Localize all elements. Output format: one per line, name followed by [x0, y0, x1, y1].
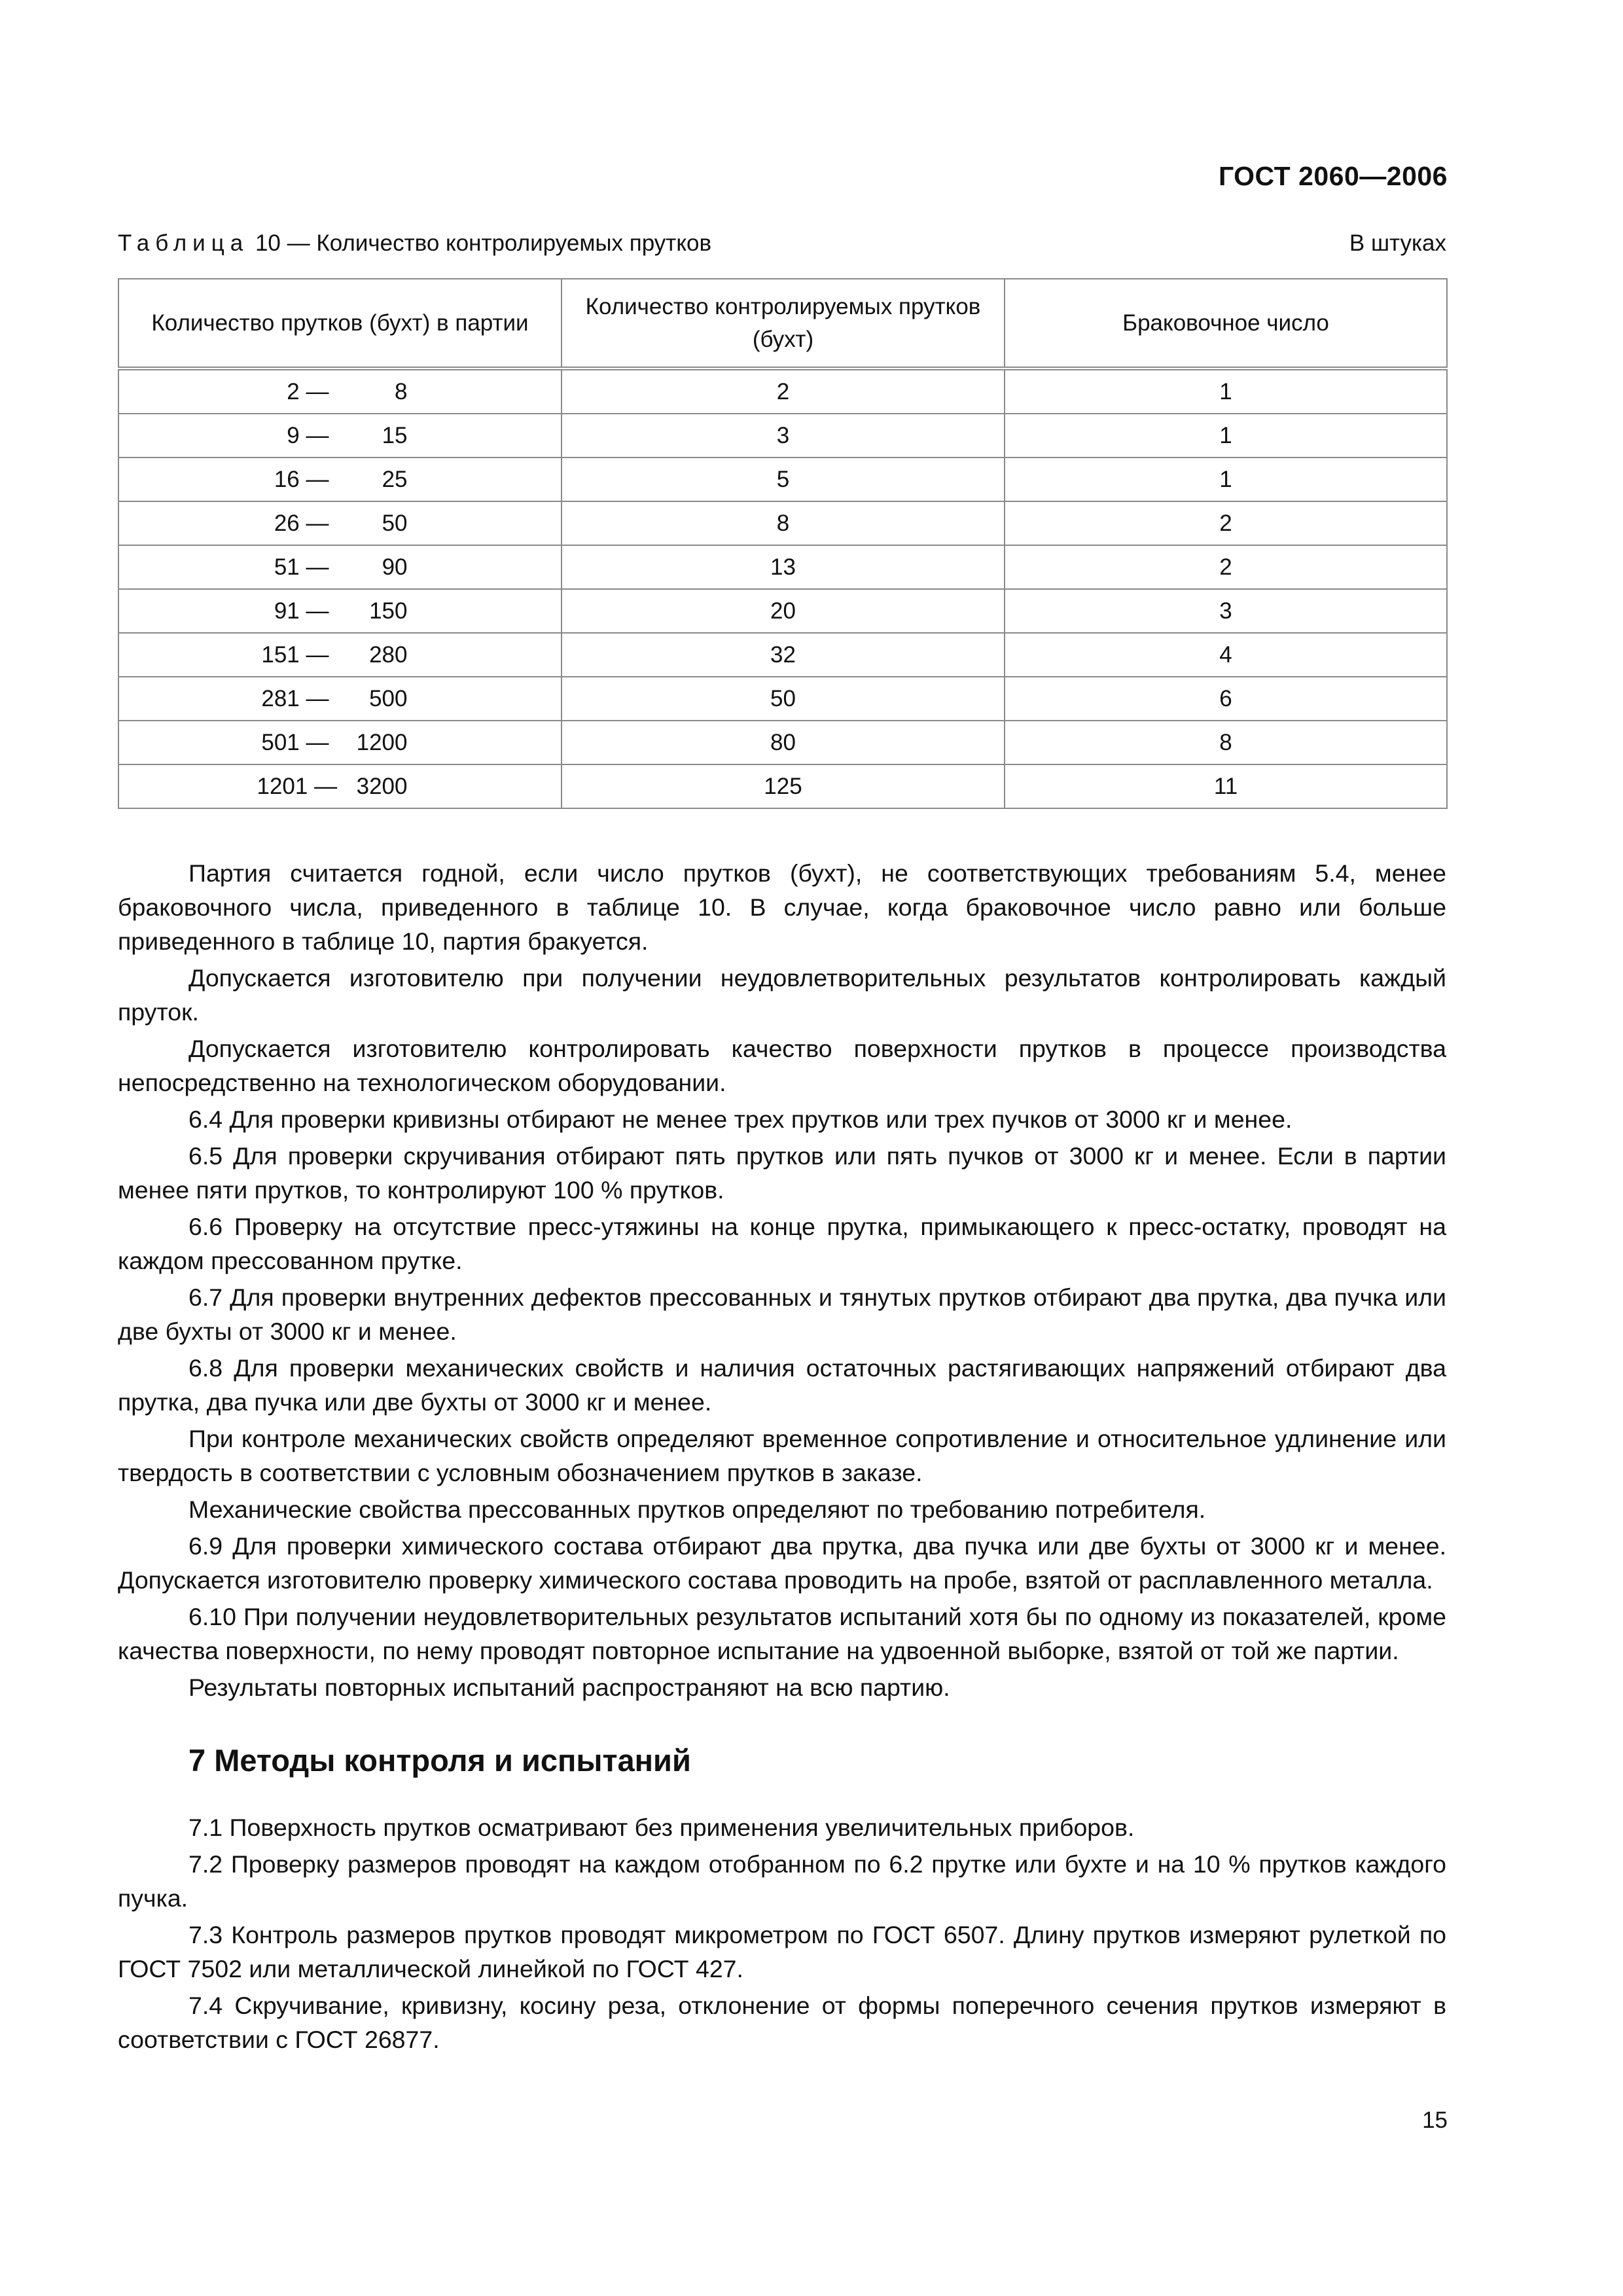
range-from: 51 —: [274, 554, 329, 580]
range-from: 16 —: [274, 466, 329, 492]
paragraph: 6.9 Для проверки химического состава отбирают два прутка, два пучка или две бухты от 3000 кг и менее. Допускается изготовителю проверку химического состава проводить на пробе, взятой от расплавленного металла.: [118, 1532, 1446, 1594]
paragraph: 6.5 Для проверки скручивания отбирают пять прутков или пять пучков от 3000 кг и менее. Если в партии менее пяти прутков, то контролируют 100 % прутков.: [118, 1142, 1446, 1204]
range-to: 15: [382, 422, 408, 448]
range-to: 280: [369, 641, 408, 668]
cell-controlled-count: 8: [562, 501, 1005, 545]
range-from: 501 —: [261, 729, 329, 755]
cell-reject-number: 1: [1005, 457, 1447, 501]
page-number: 15: [1422, 2108, 1448, 2133]
table-row: [118, 721, 1447, 764]
range-to: 50: [382, 510, 408, 536]
batch-size-range: [257, 774, 423, 800]
batch-size-range: [257, 554, 423, 581]
column-header-reject-number: Браковочное число: [1005, 279, 1447, 368]
range-from: 1201 —: [257, 773, 338, 799]
paragraph: 6.4 Для проверки кривизны отбирают не менее трех прутков или трех пучков от 3000 кг и менее.: [188, 1105, 1293, 1133]
cell-controlled-count: 13: [562, 545, 1005, 589]
batch-size-range: [257, 598, 423, 624]
paragraph: 6.7 Для проверки внутренних дефектов прессованных и тянутых прутков отбирают два прутка, два пучка или две бухты от 3000 кг и менее.: [118, 1283, 1446, 1345]
cell-reject-number: 4: [1005, 633, 1447, 677]
table-row: [118, 633, 1447, 677]
section-heading: 7 Методы контроля и испытаний: [188, 1743, 691, 1778]
paragraph: Партия считается годной, если число прутков (бухт), не соответствующих требованиям 5.4, менее браковочного числа, приведенного в таблице 10. В случае, когда браковочное число равно или больше приведенного в таблице 10, партия бракуется.: [118, 859, 1446, 955]
batch-size-range: [257, 686, 423, 712]
cell-controlled-count: 80: [562, 721, 1005, 764]
cell-batch-size: [118, 414, 562, 457]
table-row: [118, 457, 1447, 501]
cell-reject-number: 8: [1005, 721, 1447, 764]
batch-size-range: [257, 730, 423, 756]
batch-size-range: [257, 379, 423, 405]
table-row: [118, 414, 1447, 457]
paragraph: 6.6 Проверку на отсутствие пресс-утяжины на конце прутка, примыкающего к пресс-остатку, проводят на каждом прессованном прутке.: [118, 1213, 1446, 1274]
cell-reject-number: 6: [1005, 677, 1447, 721]
range-to: 3200: [356, 773, 408, 799]
column-header-batch-size: Количество прутков (бухт) в партии: [118, 279, 562, 368]
range-from: 26 —: [274, 510, 329, 536]
range-from: 91 —: [274, 598, 329, 624]
paragraph: Результаты повторных испытаний распространяют на всю партию.: [188, 1674, 950, 1701]
document-code: ГОСТ 2060—2006: [1218, 161, 1448, 191]
cell-batch-size: [118, 633, 562, 677]
cell-batch-size: [118, 545, 562, 589]
table-unit-note: В штуках: [1349, 230, 1446, 256]
paragraph: Механические свойства прессованных прутков определяют по требованию потребителя.: [188, 1496, 1206, 1523]
paragraph: 7.2 Проверку размеров проводят на каждом отобранном по 6.2 прутке или бухте и на 10 % прутков каждого пучка.: [118, 1850, 1446, 1912]
table-row: [118, 368, 1447, 414]
cell-reject-number: 3: [1005, 589, 1447, 633]
table-row: [118, 589, 1447, 633]
cell-controlled-count: 3: [562, 414, 1005, 457]
cell-batch-size: [118, 764, 562, 808]
cell-controlled-count: 20: [562, 589, 1005, 633]
cell-reject-number: 2: [1005, 501, 1447, 545]
range-to: 90: [382, 554, 408, 580]
cell-reject-number: 1: [1005, 368, 1447, 414]
batch-size-range: [257, 642, 423, 668]
range-to: 1200: [356, 729, 408, 755]
sampling-table: [118, 278, 1446, 809]
column-header-controlled-count: Количество контролируемых прутков (бухт): [562, 279, 1005, 368]
cell-controlled-count: 125: [562, 764, 1005, 808]
paragraph: 7.4 Скручивание, кривизну, косину реза, отклонение от формы поперечного сечения прутков измеряют в соответствии с ГОСТ 26877.: [118, 1992, 1446, 2053]
cell-reject-number: 2: [1005, 545, 1447, 589]
range-to: 500: [369, 685, 408, 711]
range-to: 150: [369, 598, 408, 624]
paragraph: 6.10 При получении неудовлетворительных результатов испытаний хотя бы по одному из показателей, кроме качества поверхности, по нему проводят повторное испытание на удвоенной выборке, взятой от той же партии.: [118, 1603, 1446, 1664]
cell-batch-size: [118, 589, 562, 633]
table-caption-text: 10 — Количество контролируемых прутков: [249, 230, 712, 256]
cell-controlled-count: 2: [562, 368, 1005, 414]
cell-batch-size: [118, 721, 562, 764]
range-to: 8: [395, 378, 408, 404]
table-caption-label: Таблица: [118, 230, 249, 256]
paragraph: 7.3 Контроль размеров прутков проводят микрометром по ГОСТ 6507. Длину прутков измеряют рулеткой по ГОСТ 7502 или металлической линейкой по ГОСТ 427.: [118, 1921, 1446, 1982]
paragraph: При контроле механических свойств определяют временное сопротивление и относительное удлинение или твердость в соответствии с условным обозначением прутков в заказе.: [118, 1425, 1446, 1486]
range-from: 281 —: [261, 685, 329, 711]
cell-batch-size: [118, 501, 562, 545]
cell-batch-size: [118, 457, 562, 501]
table-title: [118, 230, 711, 257]
range-to: 25: [382, 466, 408, 492]
batch-size-range: [257, 467, 423, 493]
range-from: 9 —: [287, 422, 329, 448]
table-row: [118, 501, 1447, 545]
cell-reject-number: 11: [1005, 764, 1447, 808]
cell-controlled-count: 5: [562, 457, 1005, 501]
cell-batch-size: [118, 368, 562, 414]
paragraph: Допускается изготовителю при получении неудовлетворительных результатов контролировать каждый пруток.: [118, 964, 1446, 1026]
cell-controlled-count: 50: [562, 677, 1005, 721]
table-header-row: [118, 279, 1447, 368]
paragraph: Допускается изготовителю контролировать качество поверхности прутков в процессе производства непосредственно на технологическом оборудовании.: [118, 1035, 1446, 1096]
table-caption: [118, 230, 1446, 257]
body-text: [118, 856, 1446, 2059]
cell-controlled-count: 32: [562, 633, 1005, 677]
table-row: [118, 764, 1447, 808]
cell-batch-size: [118, 677, 562, 721]
paragraph: 6.8 Для проверки механических свойств и наличия остаточных растягивающих напряжений отбирают два прутка, два пучка или две бухты от 3000 кг и менее.: [118, 1354, 1446, 1416]
batch-size-range: [257, 511, 423, 537]
cell-reject-number: 1: [1005, 414, 1447, 457]
table-row: [118, 545, 1447, 589]
range-from: 2 —: [287, 378, 329, 404]
paragraph: 7.1 Поверхность прутков осматривают без применения увеличительных приборов.: [188, 1814, 1135, 1841]
range-from: 151 —: [261, 641, 329, 668]
table-row: [118, 677, 1447, 721]
batch-size-range: [257, 423, 423, 449]
